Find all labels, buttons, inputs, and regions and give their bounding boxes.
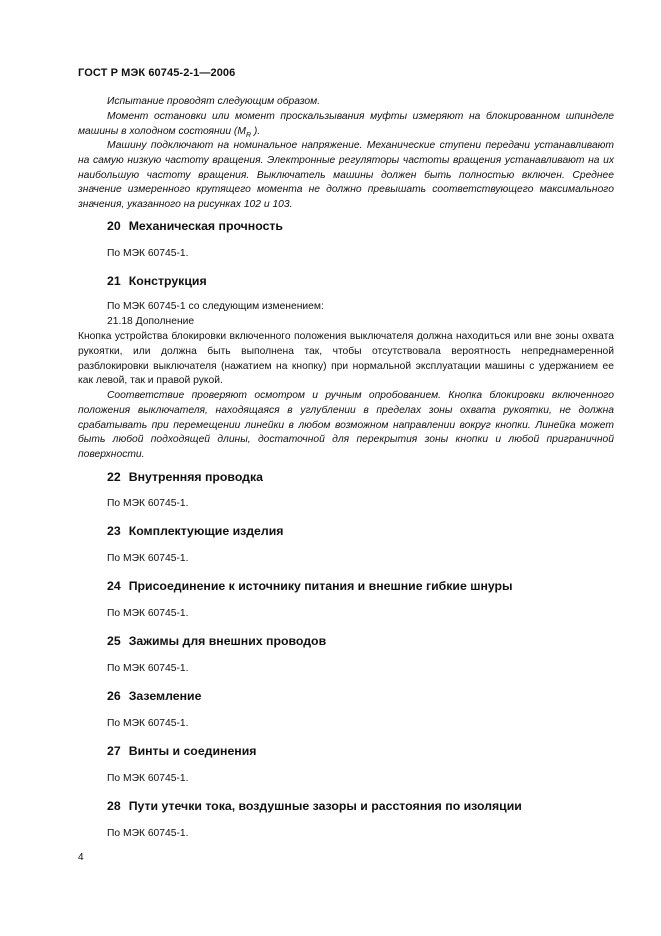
section-heading-28 bbox=[107, 799, 522, 813]
section-number: 25 bbox=[107, 634, 121, 648]
section-title: Зажимы для внешних проводов bbox=[128, 634, 327, 648]
section-title: Механическая прочность bbox=[128, 219, 283, 233]
section-heading-23 bbox=[107, 524, 283, 538]
section-title: Конструкция bbox=[128, 274, 207, 288]
intro-paragraph-test: Машину подключают на номинальное напряжение. Механические ступени передачи устанавливают на самую низкую частоту вращения. Электронные регуляторы частоты вращения устанавливают на их наибольшую частоту вращения. Выключатель машины должен быть полностью включен. Среднее значение измеренного крутящего момента не должно превышать соответствующего максимального значения, указанного на рисунках 102 и 103. bbox=[78, 140, 614, 211]
section-number: 22 bbox=[107, 470, 121, 484]
torque-subscript: R bbox=[245, 131, 252, 139]
section-heading-21 bbox=[107, 274, 207, 288]
section-24-reference: По МЭК 60745-1. bbox=[107, 608, 189, 619]
section-25-reference: По МЭК 60745-1. bbox=[107, 663, 189, 674]
section-heading-27 bbox=[107, 744, 256, 758]
intro-torque-text: Момент остановки или момент проскальзывания муфты измеряют на блокированном шпинделе машины в холодном состоянии (M bbox=[78, 111, 614, 137]
section-23-reference: По МЭК 60745-1. bbox=[107, 553, 189, 564]
section-number: 21 bbox=[107, 274, 121, 288]
section-number: 26 bbox=[107, 689, 121, 703]
section-heading-20 bbox=[107, 219, 283, 233]
section-title: Винты и соединения bbox=[128, 744, 257, 758]
section-26-reference: По МЭК 60745-1. bbox=[107, 718, 189, 729]
section-21-reference: По МЭК 60745-1 со следующим изменением: bbox=[107, 301, 324, 312]
section-27-reference: По МЭК 60745-1. bbox=[107, 773, 189, 784]
section-20-reference: По МЭК 60745-1. bbox=[107, 248, 189, 259]
section-heading-24 bbox=[107, 579, 513, 593]
section-21-compliance: Соответствие проверяют осмотром и ручным опробованием. Кнопка блокировки включенного положения выключателя, находящаяся в углублении в пределах зоны охвата рукоятки, не должна срабатывать при перемещении линейки в любом возможном направлении вокруг кнопки. Линейка может быть любой подходящей длины, достаточной для перекрытия зоны кнопки и любой приграничной поверхности. bbox=[78, 390, 614, 461]
section-21-body: Кнопка устройства блокировки включенного положения выключателя должна находиться или вне зоны охвата рукоятки, или должна быть выполнена так, чтобы отсутствовала вероятность непреднамеренной разблокировки выключателя (нажатием на кнопку) при нормальной эксплуатации машины с удержанием ее как левой, так и правой рукой. bbox=[78, 331, 614, 387]
subclause-21-18: 21.18 Дополнение bbox=[107, 316, 195, 327]
section-heading-25 bbox=[107, 634, 326, 648]
section-number: 20 bbox=[107, 219, 121, 233]
section-title: Внутренняя проводка bbox=[128, 470, 263, 484]
section-title: Заземление bbox=[128, 689, 202, 703]
page-header: ГОСТ Р МЭК 60745-2-1—2006 bbox=[78, 67, 236, 79]
section-number: 28 bbox=[107, 799, 121, 813]
section-22-reference: По МЭК 60745-1. bbox=[107, 498, 189, 509]
intro-torque-end: ). bbox=[251, 125, 261, 137]
section-number: 23 bbox=[107, 524, 121, 538]
page-number: 4 bbox=[78, 852, 84, 863]
section-title: Пути утечки тока, воздушные зазоры и расстояния по изоляции bbox=[128, 799, 522, 813]
intro-line-1: Испытание проводят следующим образом. bbox=[107, 96, 321, 107]
section-title: Присоединение к источнику питания и внешние гибкие шнуры bbox=[128, 579, 513, 593]
section-28-reference: По МЭК 60745-1. bbox=[107, 828, 189, 839]
section-heading-26 bbox=[107, 689, 201, 703]
section-title: Комплектующие изделия bbox=[128, 524, 284, 538]
section-number: 24 bbox=[107, 579, 121, 593]
section-heading-22 bbox=[107, 470, 263, 484]
section-number: 27 bbox=[107, 744, 121, 758]
